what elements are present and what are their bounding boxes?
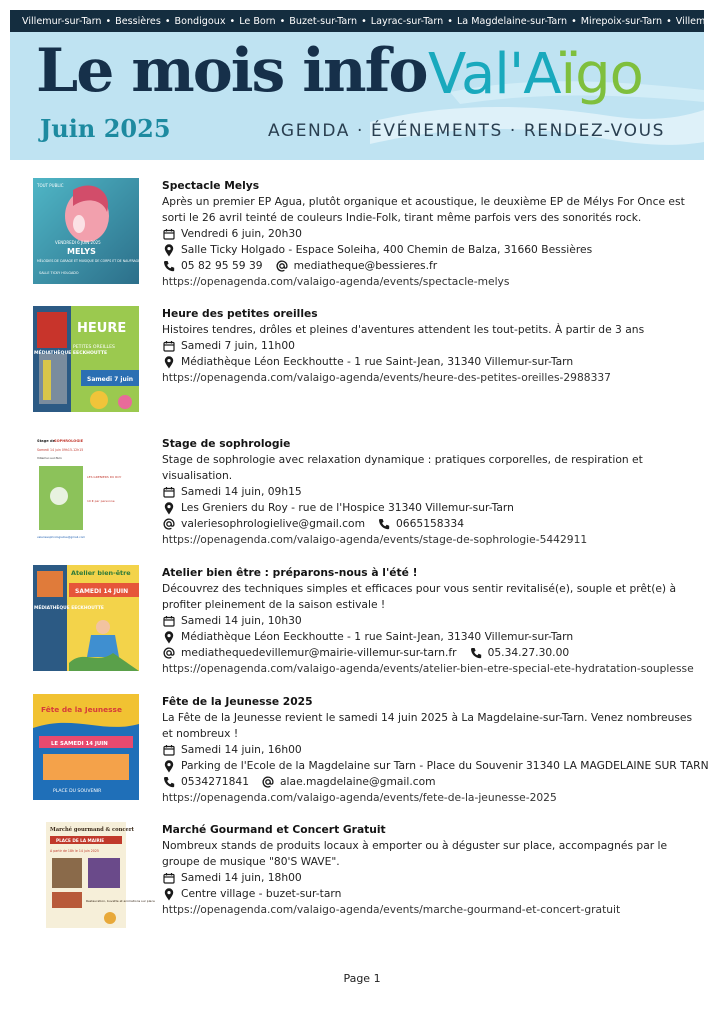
- svg-text:A partir de 18h le 14 juin 202: A partir de 18h le 14 juin 2025: [50, 849, 99, 853]
- event-place: Médiathèque Léon Eeckhoutte - 1 rue Saint-Jean, 31340 Villemur-sur-Tarn: [162, 354, 697, 370]
- event-link[interactable]: https://openagenda.com/valaigo-agenda/events/atelier-bien-etre-special-ete-hydratation-souplesse: [162, 662, 694, 675]
- town-item: Mirepoix-sur-Tarn: [580, 15, 663, 27]
- event-description: La Fête de la Jeunesse revient le samedi 14 juin 2025 à La Magdelaine-sur-Tarn. Venez nombreuses et nombreux !: [162, 711, 693, 740]
- calendar-icon: [162, 615, 176, 627]
- svg-text:TOUT PUBLIC: TOUT PUBLIC: [37, 183, 64, 188]
- phone-icon: [162, 776, 176, 788]
- town-item: Villemur-sur-Tarn: [22, 15, 102, 27]
- svg-text:HEURE: HEURE: [77, 321, 127, 336]
- event-poster: [33, 178, 143, 284]
- tagline: AGENDA · ÉVÉNEMENTS · RENDEZ-VOUS: [268, 121, 666, 141]
- town-item: Buzet-sur-Tarn: [289, 15, 358, 27]
- at-icon: [275, 260, 289, 272]
- svg-text:Stage de: Stage de: [37, 439, 56, 443]
- calendar-icon: [162, 744, 176, 756]
- event-description: Nombreux stands de produits locaux à emporter ou à déguster sur place, accompagnés par le groupe de musique "80'S WAVE".: [162, 839, 668, 868]
- map-pin-icon: [162, 244, 176, 257]
- event-link[interactable]: https://openagenda.com/valaigo-agenda/events/heure-des-petites-oreilles-2988337: [162, 371, 611, 384]
- svg-text:Samedi 14 juin 09h15-12h15: Samedi 14 juin 09h15-12h15: [37, 448, 84, 452]
- town-item: Villematier: [675, 15, 728, 27]
- event-poster: [33, 565, 139, 671]
- phone-icon: [377, 518, 391, 530]
- event-poster: [33, 306, 139, 412]
- svg-text:MÉLODIES DE CARAGE ET MUSIQUE: MÉLODIES DE CARAGE ET MUSIQUE DE CORPS ET DE NAUFRAGES: [37, 259, 143, 263]
- event-date: Samedi 14 juin, 09h15: [162, 484, 697, 500]
- event-link[interactable]: https://openagenda.com/valaigo-agenda/events/spectacle-melys: [162, 275, 510, 288]
- event-link[interactable]: https://openagenda.com/valaigo-agenda/events/stage-de-sophrologie-5442911: [162, 533, 588, 546]
- svg-text:SAMEDI 14 JUIN: SAMEDI 14 JUIN: [75, 588, 129, 595]
- event-link[interactable]: https://openagenda.com/valaigo-agenda/events/marche-gourmand-et-concert-gratuit: [162, 903, 621, 916]
- event-place: Les Greniers du Roy - rue de l'Hospice 31340 Villemur-sur-Tarn: [162, 500, 697, 516]
- svg-text:10 € par personne: 10 € par personne: [87, 499, 115, 503]
- svg-text:Fête de la Jeunesse: Fête de la Jeunesse: [41, 705, 122, 714]
- event-date: Samedi 14 juin, 16h00: [162, 742, 697, 758]
- svg-text:PLACE DU SOUVENIR: PLACE DU SOUVENIR: [53, 789, 102, 794]
- phone-icon: [469, 647, 483, 659]
- event-poster: [46, 822, 155, 928]
- svg-text:SALLE TICKY HOLGADO: SALLE TICKY HOLGADO: [39, 271, 79, 275]
- event-description: Découvrez des techniques simples et efficaces pour vous sentir revitalisé(e), souple et prêt(e) à profiter pleinement de la saison estivale !: [162, 582, 677, 611]
- header-banner: [10, 32, 704, 160]
- newsletter-title: Le mois info: [36, 36, 427, 106]
- event-date: Samedi 7 juin, 11h00: [162, 338, 697, 354]
- svg-text:Marché gourmand & concert: Marché gourmand & concert: [50, 827, 134, 833]
- event-title: Spectacle Melys: [162, 179, 260, 192]
- calendar-icon: [162, 486, 176, 498]
- event-contact: mediathequedevillemur@mairie-villemur-sur-tarn.fr 05.34.27.30.00: [162, 645, 697, 661]
- calendar-icon: [162, 228, 176, 240]
- town-item: Bondigoux: [174, 15, 226, 27]
- event-place: Parking de l'Ecole de la Magdelaine sur Tarn - Place du Souvenir 31340 LA MAGDELAINE SUR TARN: [162, 758, 697, 774]
- map-pin-icon: [162, 760, 176, 773]
- map-pin-icon: [162, 888, 176, 901]
- calendar-icon: [162, 872, 176, 884]
- event-description: Histoires tendres, drôles et pleines d'aventures attendent les tout-petits. À partir de 3 ans: [162, 323, 645, 336]
- event-description: Stage de sophrologie avec relaxation dynamique : pratiques corporelles, de respiration et visualisation.: [162, 453, 643, 482]
- towns-bar: Villemur-sur-Tarn • Bessières • Bondigoux • Le Born • Buzet-sur-Tarn • Layrac-sur-Tarn • La Magdelaine-sur-Tarn • Mirepoix-sur-Tarn • Villematier: [10, 10, 704, 32]
- svg-text:Atelier bien-être: Atelier bien-être: [71, 569, 131, 577]
- brand-logo: Val'Aïgo: [428, 42, 643, 107]
- town-item: La Magdelaine-sur-Tarn: [456, 15, 568, 27]
- town-item: Bessières: [115, 15, 161, 27]
- event-contact: 05 82 95 59 39 mediatheque@bessieres.fr: [162, 258, 697, 274]
- event-contact: valeriesophrologielive@gmail.com 0665158334: [162, 516, 697, 532]
- svg-text:MELYS: MELYS: [67, 247, 96, 256]
- svg-text:MÉDIATHÈQUE EECKHOUTTE: MÉDIATHÈQUE EECKHOUTTE: [34, 606, 104, 611]
- event-place: Salle Ticky Holgado - Espace Soleiha, 400 Chemin de Balza, 31660 Bessières: [162, 242, 697, 258]
- at-icon: [162, 518, 176, 530]
- event-title: Fête de la Jeunesse 2025: [162, 695, 313, 708]
- page-number: Page 1: [343, 972, 381, 985]
- map-pin-icon: [162, 356, 176, 369]
- at-icon: [261, 776, 275, 788]
- svg-text:Villemur-sur-Tarn: Villemur-sur-Tarn: [37, 456, 62, 460]
- event-date: Vendredi 6 juin, 20h30: [162, 226, 697, 242]
- svg-text:LE SAMEDI 14 JUIN: LE SAMEDI 14 JUIN: [51, 741, 108, 747]
- event-poster: [33, 694, 139, 800]
- calendar-icon: [162, 340, 176, 352]
- svg-text:valeriesophrologielive@gmail.c: valeriesophrologielive@gmail.com: [37, 535, 86, 539]
- event-date: Samedi 14 juin, 18h00: [162, 870, 697, 886]
- svg-text:SOPHROLOGIE: SOPHROLOGIE: [54, 439, 84, 443]
- event-title: Stage de sophrologie: [162, 437, 291, 450]
- event-description: Après un premier EP Agua, plutôt organique et acoustique, le deuxième EP de Mélys For Once est sorti le 26 avril teinté de couleurs Indie-Folk, tirant même parfois vers des sonorités rock.: [162, 195, 685, 224]
- at-icon: [162, 647, 176, 659]
- svg-text:PETITES OREILLES: PETITES OREILLES: [73, 345, 115, 350]
- event-place: Médiathèque Léon Eeckhoutte - 1 rue Saint-Jean, 31340 Villemur-sur-Tarn: [162, 629, 697, 645]
- event-title: Atelier bien être : préparons-nous à l'été !: [162, 566, 418, 579]
- svg-text:VENDREDI 6 JUIN 2025: VENDREDI 6 JUIN 2025: [55, 240, 101, 245]
- event-link[interactable]: https://openagenda.com/valaigo-agenda/events/fete-de-la-jeunesse-2025: [162, 791, 557, 804]
- map-pin-icon: [162, 631, 176, 644]
- event-date: Samedi 14 juin, 10h30: [162, 613, 697, 629]
- event-contact: 0534271841 alae.magdelaine@gmail.com: [162, 774, 697, 790]
- event-poster: [33, 436, 139, 542]
- town-item: Layrac-sur-Tarn: [370, 15, 444, 27]
- town-item: Le Born: [239, 15, 276, 27]
- map-pin-icon: [162, 502, 176, 515]
- event-title: Heure des petites oreilles: [162, 307, 318, 320]
- event-title: Marché Gourmand et Concert Gratuit: [162, 823, 386, 836]
- issue-month: Juin 2025: [40, 114, 171, 143]
- svg-text:MÉDIATHÈQUE EECKHOUTTE: MÉDIATHÈQUE EECKHOUTTE: [34, 351, 108, 356]
- event-place: Centre village - buzet-sur-tarn: [162, 886, 697, 902]
- svg-text:PLACE DE LA MAIRIE: PLACE DE LA MAIRIE: [56, 838, 105, 843]
- svg-text:LES GRENIERS DU ROY: LES GRENIERS DU ROY: [87, 475, 122, 479]
- svg-text:Samedi 7 juin: Samedi 7 juin: [87, 376, 134, 383]
- phone-icon: [162, 260, 176, 272]
- svg-text:Restauration, buvette et anima: Restauration, buvette et animations sur place: [86, 899, 155, 903]
